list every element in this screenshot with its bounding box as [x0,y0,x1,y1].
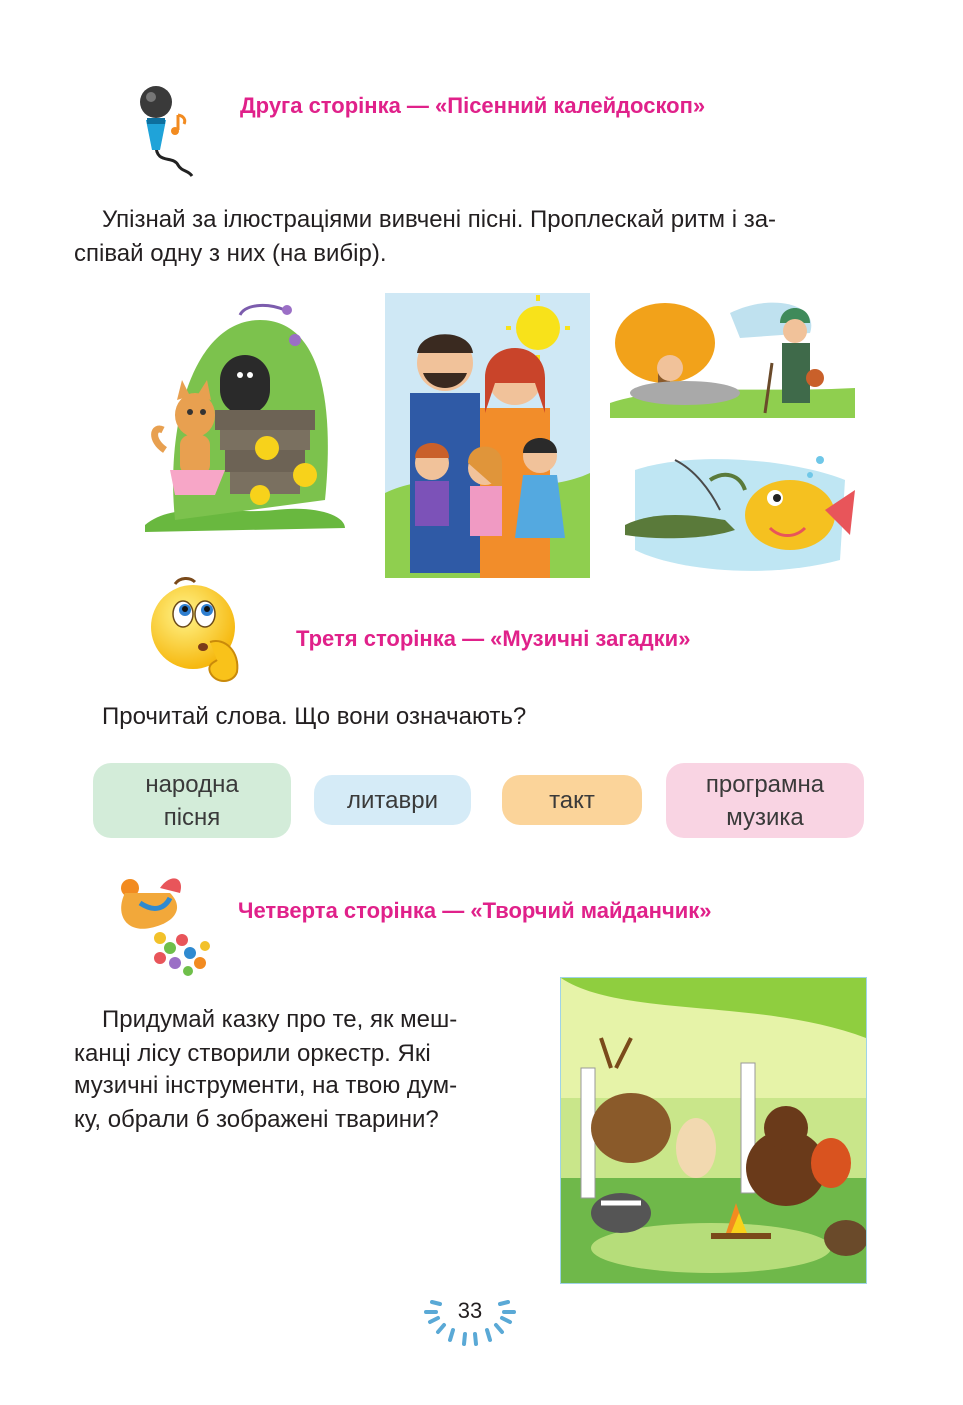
illustration-family [385,293,590,578]
term-measure-label: такт [549,786,595,814]
section2-title: Друга сторінка — «Пісенний калейдоскоп» [240,93,706,118]
section2-instruction-line2: співай одну з них (на вибір). [74,240,387,267]
microphone-icon [128,80,200,180]
illustration-cat [135,300,355,540]
term-program-music-line2: музика [726,803,804,831]
illustration-forest-animals [560,977,867,1284]
section3-instruction: Прочитай слова. Що вони означають? [102,703,527,730]
section4-line4: ку, обрали б зображені тварини? [74,1106,439,1133]
term-program-music [666,763,864,838]
firebird-icon [100,868,220,978]
term-folk-song [93,763,291,838]
term-measure [502,775,642,825]
section4-line1: Придумай казку про те, як меш- [102,1006,458,1033]
page-number: 33 [457,1298,483,1323]
term-folk-song-line1: народна [145,770,239,798]
section4-title: Четверта сторінка — «Творчий майданчик» [238,898,712,923]
term-timpani [314,775,471,825]
term-folk-song-line2: пісня [163,803,221,831]
section4-line2: канці лісу створили оркестр. Які [74,1040,431,1067]
section3-title: Третя сторінка — «Музичні загадки» [296,626,691,651]
smiley-thinking-icon [145,572,250,692]
section4-line3: музичні інструменти, на твою дум- [74,1072,458,1099]
term-program-music-line1: програмна [705,770,825,798]
section2-instruction-line1: Упізнай за ілюстраціями вивчені пісні. Проплескай ритм і за- [102,206,777,233]
illustration-fish-crayfish [615,450,860,580]
term-timpani-label: литаври [347,786,438,814]
illustration-grandparents [610,293,855,423]
